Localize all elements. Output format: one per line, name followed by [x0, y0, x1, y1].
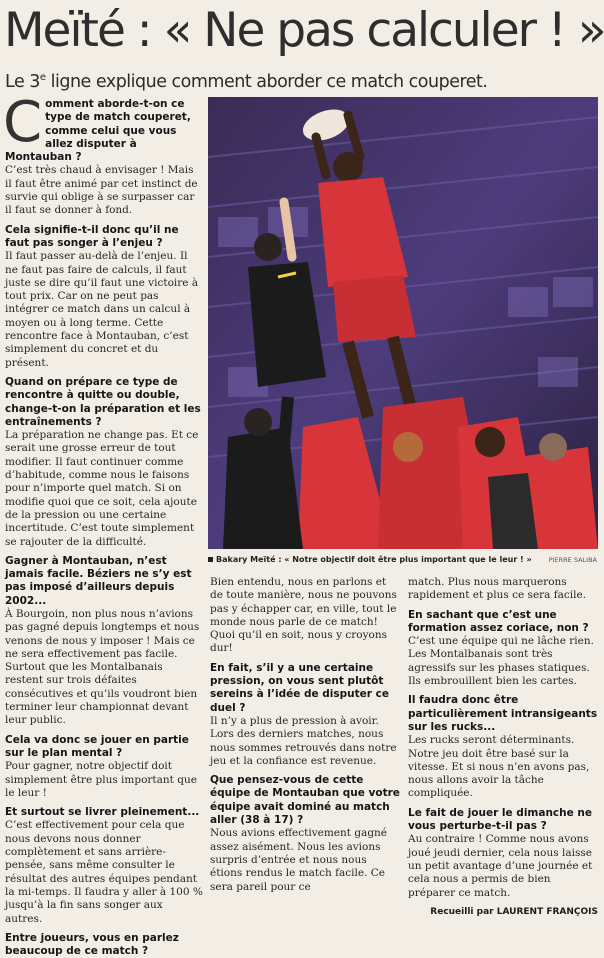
interview-answer: Il faut passer au-delà de l’enjeu. Il ne faut pas faire de calculs, il faut juste se dire qu’il faut une victoire à tout prix. Car on ne peut pas intégrer ce match dans un calcul à moyen ou à long terme. Cette rencontre face à Montauban, c’est simplement du concret et du présent. [5, 250, 199, 369]
column-3 [408, 576, 598, 917]
interview-answer: C’est très chaud à envisager ! Mais il faut être animé par cet instinct de survie qui oblige à se surpasser car il faut se donner à fond. [5, 164, 198, 217]
interview-question: Que pensez-vous de cette équipe de Montauban que votre équipe avait dominé au match aller (38 à 17) ? [210, 774, 400, 827]
subtitle-end: ligne explique comment aborder ce match couperet. [45, 71, 488, 92]
column-2 [210, 576, 402, 893]
interview-answer: Au contraire ! Comme nous avons joué jeudi dernier, cela nous laisse un petit avantage d’une journée et cela nous a permis de bien préparer ce match. [408, 833, 593, 899]
drop-cap: C [3, 90, 43, 155]
interview-answer: Il n’y a plus de pression à avoir. Lors des derniers matches, nous nous sommes retrouvés dans notre jeu et la confiance est revenue. [210, 714, 397, 767]
interview-answer: Les rucks seront déterminants. Notre jeu doit être basé sur la vitesse. Et si nous n’en avons pas, nous allons avoir la tâche compliquée. [408, 734, 590, 800]
subtitle-superscript: e [39, 72, 46, 83]
interview-answer: La préparation ne change pas. Et ce serait une grosse erreur de tout modifier. Il faut continuer comme d’habitude, comme nous le faisons pour n’importe quel match. Si on modifie quoi que ce soit, cela ajoute de la pression ou une certaine incertitude. C’est toute simplement se rajouter de la difficulté. [5, 429, 199, 548]
interview-question: En sachant que c’est une formation assez coriace, non ? [408, 608, 589, 634]
column-1 [3, 90, 203, 958]
interview-answer: C’est une équipe qui ne lâche rien. Les Montalbanais sont très agressifs sur les phases statiques. Ils embrouillent bien les cartes. [408, 635, 594, 688]
caption-text: Bakary Meïté : « Notre objectif doit être plus important que le leur ! » [216, 555, 532, 564]
caption-bullet [208, 557, 213, 562]
interview-question: Cela signifie-t-il donc qu’il ne faut pas songer à l’enjeu ? [5, 223, 179, 249]
column-1-body [5, 164, 203, 958]
photo-credit: PIERRE SALIBA [545, 553, 597, 567]
interview-answer: Nous avions effectivement gagné assez aisément. Nous les avions surpris d’entrée et nous nous étions rendus le match facile. Ce sera pareil pour ce [210, 827, 388, 893]
interview-answer: Pour gagner, notre objectif doit simplement être plus important que le leur ! [5, 760, 197, 799]
column-2-body [210, 576, 402, 894]
photo-illustration [208, 97, 598, 549]
intro-question: omment aborde-t-on ce type de match couperet, comme celui que vous allez disputer à Montauban ? [5, 98, 191, 164]
interview-question: Et surtout se livrer pleinement... [5, 806, 200, 819]
photo-caption [208, 552, 598, 568]
interview-answer: À Bourgoin, non plus nous n’avions pas gagné depuis longtemps et nous venons de nous y imposer ! Mais ce ne sera effectivement pas facile. Surtout que les Montalbanais restent sur trois défaites consécutives et qu’ils voudront bien terminer leur championnat devant leur public. [5, 607, 200, 727]
column-3-body [408, 576, 598, 900]
interview-answer: match. Plus nous marquerons rapidement et plus ce sera facile. [408, 576, 587, 602]
interview-answer: Bien entendu, nous en parlons et de toute manière, nous ne pouvons pas y échapper car, en ville, tout le monde nous parle de ce match! Quoi qu’il en soit, nous y croyons dur! [210, 576, 397, 655]
article-title: Meïté : « Ne pas calculer ! » [4, 3, 604, 58]
interview-question: Le fait de jouer le dimanche ne vous perturbe-t-il pas ? [408, 806, 592, 833]
interview-question: Entre joueurs, vous en parlez beaucoup de ce match ? [5, 931, 179, 958]
interview-question: Quand on prépare ce type de rencontre à quitte ou double, change-t-on la préparation et les entraînements ? [5, 375, 201, 428]
subtitle-start: Le 3 [5, 71, 40, 92]
intro-question-block [3, 90, 203, 164]
interview-question: En fait, s’il y a une certaine pression, on vous sent plutôt sereins à l’idée de disputer ce duel ? [210, 661, 389, 714]
interview-question: Gagner à Montauban, n’est jamais facile. Béziers ne s’y est pas imposé d’ailleurs depuis 2002... [5, 554, 192, 607]
interview-question: Il faudra donc être particulièrement intransigeants sur les rucks... [408, 694, 598, 733]
article-subtitle [5, 64, 597, 92]
interview-answer: C’est effectivement pour cela que nous devons nous donner complètement et sans arrière-pensée, sans même consulter le résultat des autres équipes pendant la mi-temps. Il faudra y aller à 100 % jusqu’à la fin sans songer aux autres. [5, 819, 203, 925]
rugby-lineout-photo [208, 97, 598, 549]
author-signature: Recueilli par LAURENT FRANÇOIS [430, 906, 598, 917]
interview-question: Cela va donc se jouer en partie sur le plan mental ? [5, 733, 189, 759]
